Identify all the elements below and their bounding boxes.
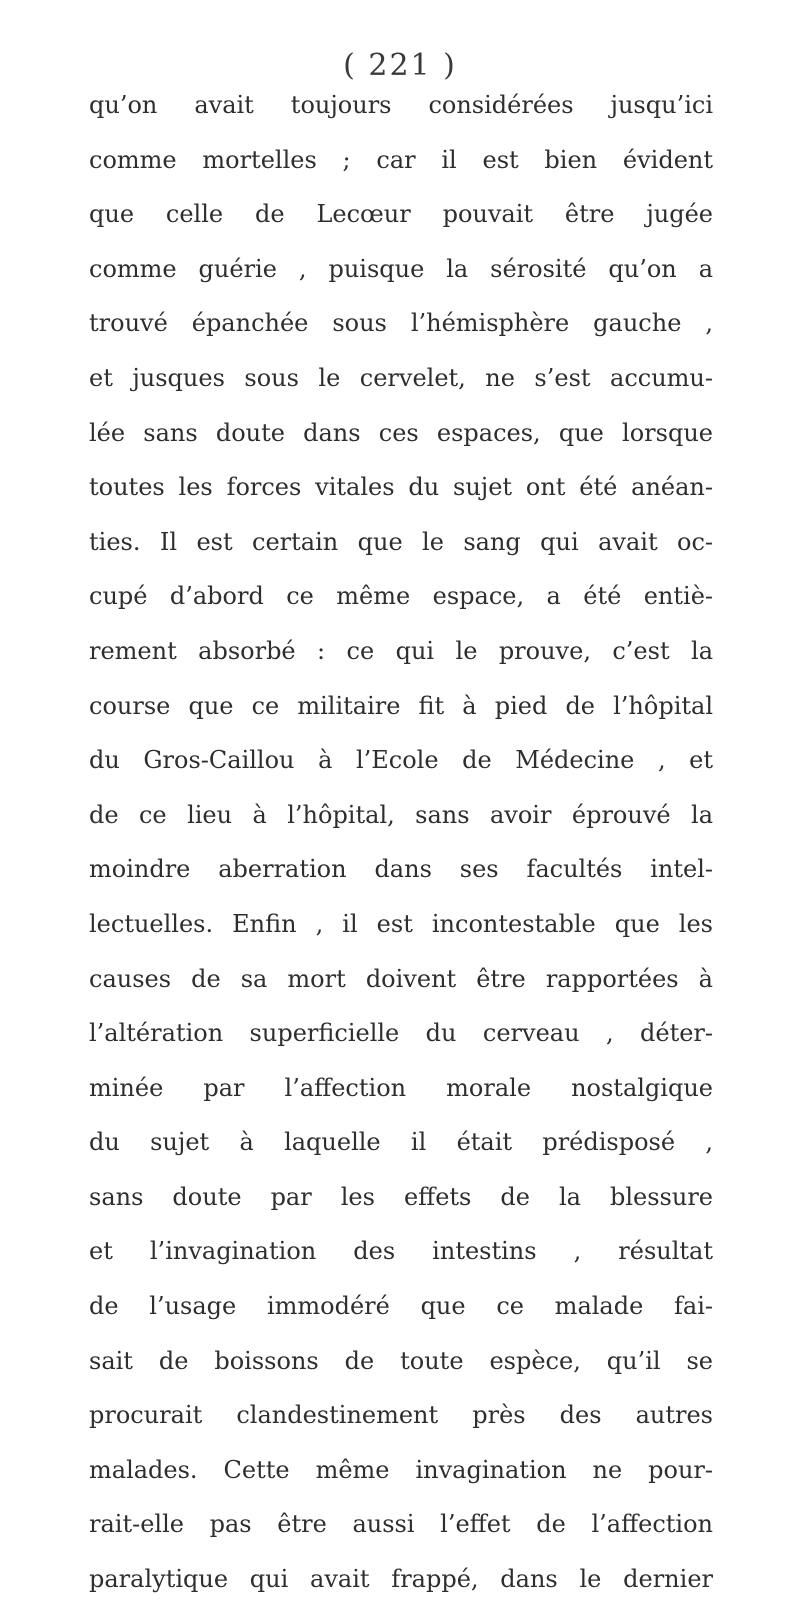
text-line: de l’usage immodéré que ce malade fai- <box>89 1292 713 1321</box>
text-line: comme guérie , puisque la sérosité qu’on a <box>89 254 713 283</box>
text-line: trouvé épanchée sous l’hémisphère gauche , <box>89 309 713 338</box>
text-line: rement absorbé : ce qui le prouve, c’est la <box>89 636 713 665</box>
text-line: procurait clandestinement près des autres <box>89 1401 713 1430</box>
text-line: comme mortelles ; car il est bien évident <box>89 145 713 174</box>
text-line: du sujet à laquelle il était prédisposé , <box>89 1128 713 1157</box>
text-line: cupé d’abord ce même espace, a été entiè- <box>89 582 713 611</box>
text-line: sait de boissons de toute espèce, qu’il se <box>89 1346 713 1375</box>
text-line: moindre aberration dans ses facultés intel- <box>89 855 713 884</box>
text-line: ties. Il est certain que le sang qui avait oc- <box>89 527 713 556</box>
text-line: paralytique qui avait frappé, dans le dernier <box>89 1565 713 1594</box>
text-line: du Gros-Caillou à l’Ecole de Médecine , et <box>89 746 713 775</box>
text-line: rait-elle pas être aussi l’effet de l’affection <box>89 1510 713 1539</box>
text-line: l’altération superficielle du cerveau , déter- <box>89 1019 713 1048</box>
text-line: minée par l’affection morale nostalgique <box>89 1073 713 1102</box>
text-line: course que ce militaire fit à pied de l’hôpital <box>89 691 713 720</box>
text-line: qu’on avait toujours considérées jusqu’ici <box>89 91 713 119</box>
text-line: malades. Cette même invagination ne pour- <box>89 1455 713 1484</box>
body-text <box>89 78 713 1607</box>
text-line: de ce lieu à l’hôpital, sans avoir éprouvé la <box>89 800 713 829</box>
text-line: causes de sa mort doivent être rapportées à <box>89 964 713 993</box>
text-line: toutes les forces vitales du sujet ont été anéan- <box>89 473 713 502</box>
text-line: que celle de Lecœur pouvait être jugée <box>89 200 713 229</box>
page-number: ( 221 ) <box>343 48 457 83</box>
text-line: et l’invagination des intestins , résultat <box>89 1237 713 1266</box>
text-line: sans doute par les effets de la blessure <box>89 1182 713 1211</box>
text-line: lectuelles. Enfin , il est incontestable que les <box>89 909 713 938</box>
text-line: lée sans doute dans ces espaces, que lorsque <box>89 418 713 447</box>
text-line: et jusques sous le cervelet, ne s’est accumu- <box>89 363 713 392</box>
